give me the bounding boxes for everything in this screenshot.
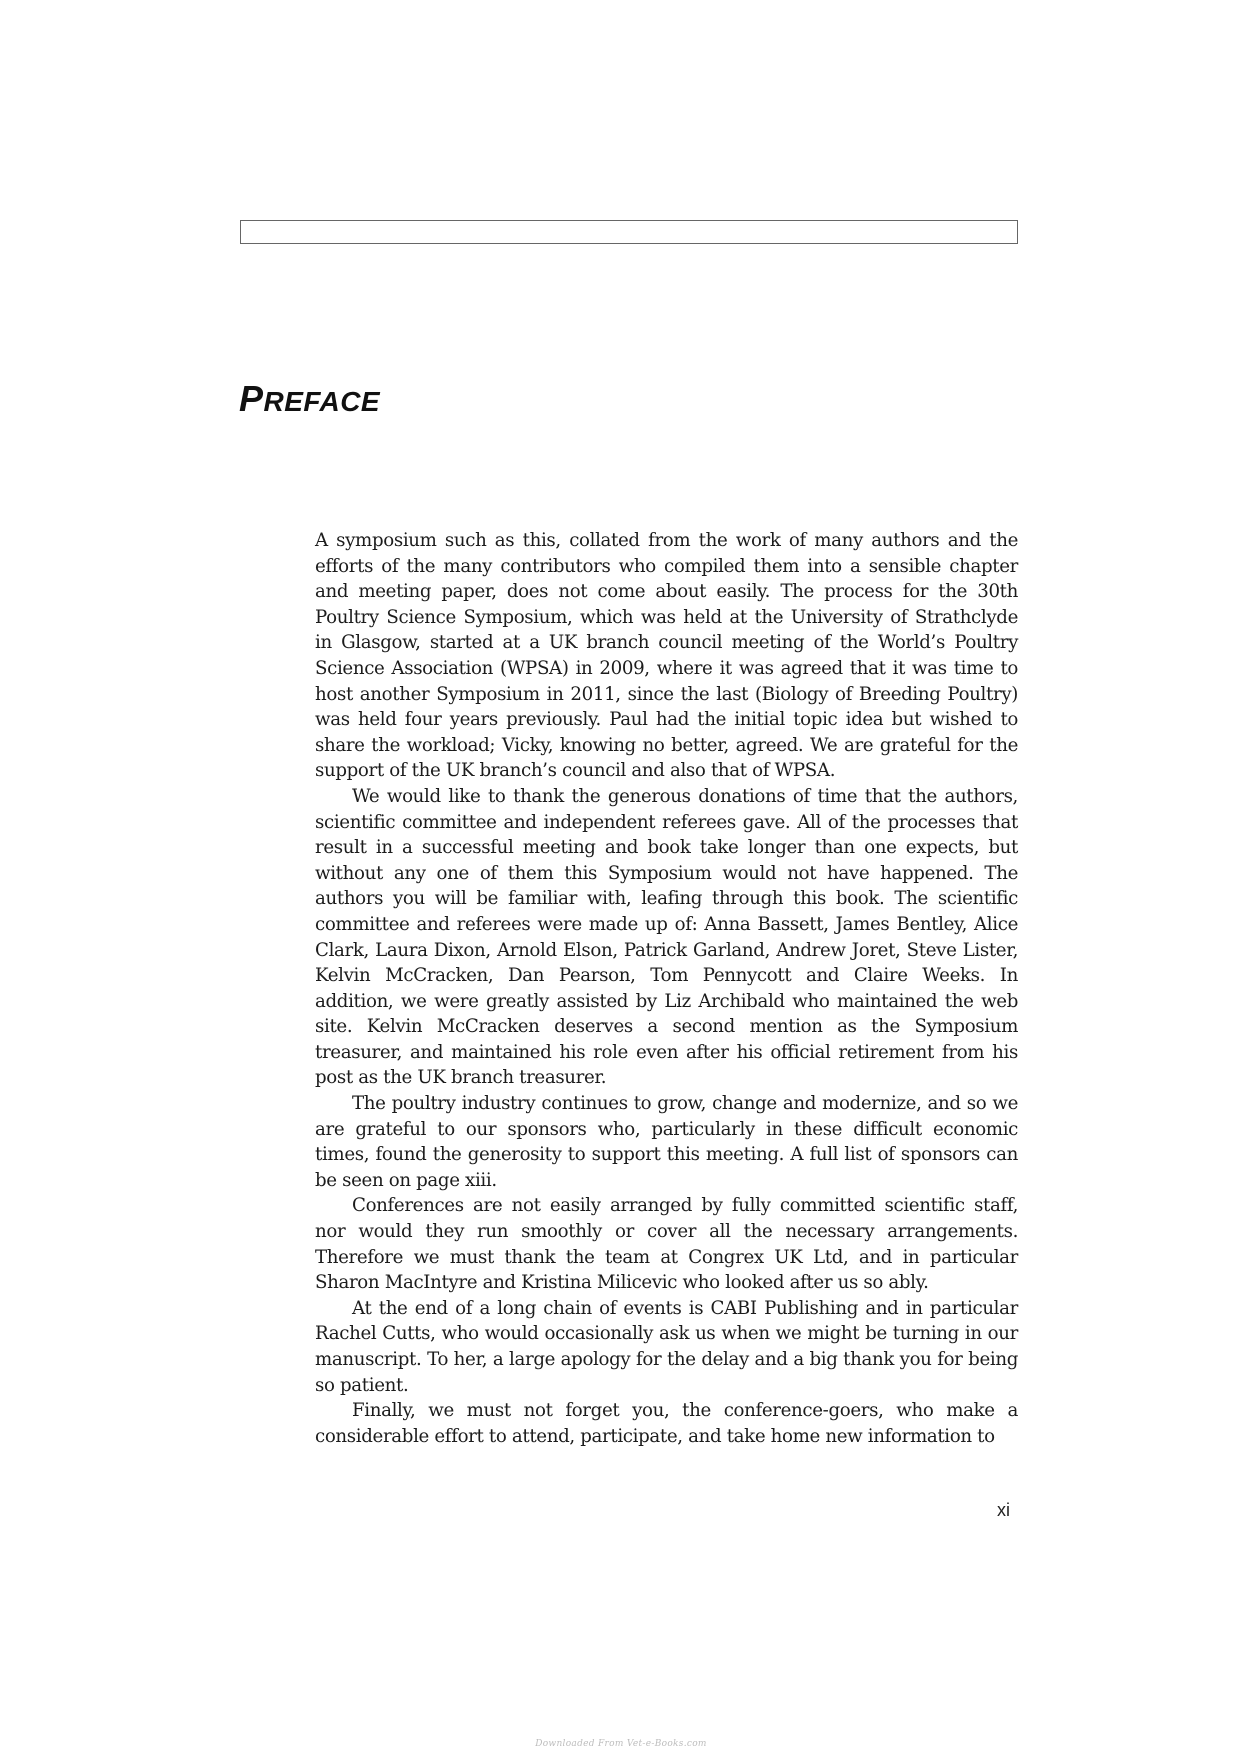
- title-rest: REFACE: [263, 386, 381, 417]
- paragraph: A symposium such as this, collated from the work of many authors and the efforts of the many contributors who compiled them into a sensible chapter and meeting paper, does not come about easily. The process for the 30th Poultry Science Symposium, which was held at the University of Strathclyde in Glasgow, started at a UK branch council meeting of the World’s Poultry Science Association (WPSA) in 2009, where it was agreed that it was time to host another Symposium in 2011, since the last (Biology of Breeding Poultry) was held four years previously. Paul had the initial topic idea but wished to share the workload; Vicky, knowing no better, agreed. We are grateful for the support of the UK branch’s council and also that of WPSA.: [315, 530, 1018, 782]
- header-rule-box: [240, 220, 1018, 244]
- paragraph: At the end of a long chain of events is CABI Publishing and in particular Rachel Cutts, who would occasionally ask us when we might be turning in our manuscript. To her, a large apology for the delay and a big thank you for being so patient.: [315, 1297, 1018, 1396]
- paragraph: Conferences are not easily arranged by fully committed scientific staff, nor would they run smoothly or cover all the necessary arrangements. Therefore we must thank the team at Congrex UK Ltd, and in particular Sharon MacIntyre and Kristina Milicevic who looked after us so ably.: [315, 1195, 1018, 1294]
- preface-body: [315, 528, 1018, 1449]
- paragraph: We would like to thank the generous donations of time that the authors, scientific committee and independent referees gave. All of the processes that result in a successful meeting and book take longer than one expects, but without any one of them this Symposium would not have happened. The authors you will be familiar with, leafing through this book. The scientific committee and referees were made up of: Anna Bassett, James Bentley, Alice Clark, Laura Dixon, Arnold Elson, Patrick Garland, Andrew Joret, Steve Lister, Kelvin McCracken, Dan Pearson, Tom Pennycott and Claire Weeks. In addition, we were greatly assisted by Liz Archibald who maintained the web site. Kelvin McCracken deserves a second mention as the Symposium treasurer, and maintained his role even after his official retirement from his post as the UK branch treasurer.: [315, 785, 1018, 1089]
- watermark: Downloaded From Vet-e-Books.com: [535, 1739, 707, 1749]
- title-initial: P: [239, 378, 264, 419]
- paragraph: The poultry industry continues to grow, change and modernize, and so we are grateful to our sponsors who, particularly in these difficult economic times, found the generosity to support this meeting. A full list of sponsors can be seen on page xiii.: [315, 1093, 1018, 1191]
- page-number: xi: [997, 1500, 1010, 1520]
- page-title: [239, 378, 380, 420]
- paragraph: Finally, we must not forget you, the conference-goers, who make a considerable effort to attend, participate, and take home new information to: [315, 1400, 1018, 1447]
